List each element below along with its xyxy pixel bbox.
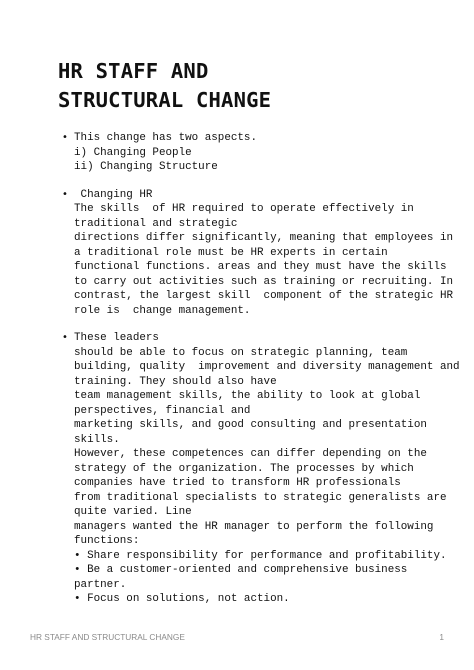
text-line: ii) Changing Structure xyxy=(74,161,218,173)
text-line: building, quality improvement and diversity management and xyxy=(74,361,460,373)
bullet-dot: • xyxy=(62,188,68,200)
text-line: perspectives, financial and xyxy=(74,404,251,417)
text-line: i) Changing People xyxy=(74,146,192,159)
bullet-aspects xyxy=(62,131,462,175)
text-line: directions differ significantly, meaning that employees in xyxy=(74,232,454,244)
document-title xyxy=(58,57,271,115)
bullet-dot: • xyxy=(62,332,68,343)
bullet-leaders xyxy=(62,331,462,607)
text-line: should be able to focus on strategic planning, team xyxy=(74,346,408,359)
text-line: training. They should also have xyxy=(74,375,277,388)
title-line-1: HR STAFF AND xyxy=(58,59,209,83)
text-line: functional functions. areas and they must have the skills xyxy=(74,261,447,273)
text-line: role is change management. xyxy=(74,304,251,317)
page-number: 1 xyxy=(439,632,444,642)
text-line: a traditional role must be HR experts in certain xyxy=(74,246,388,259)
text-line: companies have tried to transform HR professionals xyxy=(74,477,401,489)
text-line: The skills of HR required to operate effectively in xyxy=(74,203,414,215)
text-line: to carry out activities such as training or recruiting. In xyxy=(74,275,454,288)
title-line-2: STRUCTURAL CHANGE xyxy=(58,88,272,112)
text-line: • Be a customer-oriented and comprehensive business xyxy=(74,564,408,576)
footer-title: HR STAFF AND STRUCTURAL CHANGE xyxy=(30,632,185,642)
document-body xyxy=(62,131,462,607)
text-line: managers wanted the HR manager to perform the following xyxy=(74,520,434,533)
text-line: • Focus on solutions, not action. xyxy=(74,593,290,605)
text-line: functions: xyxy=(74,535,140,547)
text-line: strategy of the organization. The processes by which xyxy=(74,462,414,475)
text-line: contrast, the largest skill component of the strategic HR xyxy=(74,290,454,302)
text-line: This change has two aspects. xyxy=(74,132,257,144)
page-footer xyxy=(0,632,474,648)
text-line: team management skills, the ability to look at global xyxy=(74,390,421,402)
text-line: partner. xyxy=(74,578,127,591)
text-line: These leaders xyxy=(74,332,159,344)
text-line: skills. xyxy=(74,433,120,446)
text-line: • Share responsibility for performance and profitability. xyxy=(74,549,447,562)
text-line: from traditional specialists to strategic generalists are xyxy=(74,491,447,504)
text-line: traditional and strategic xyxy=(74,217,238,230)
bullet-dot: • xyxy=(62,132,68,143)
bullet-changing-hr xyxy=(62,188,462,319)
text-line: However, these competences can differ depending on the xyxy=(74,448,427,460)
text-line: quite varied. Line xyxy=(74,506,192,518)
text-line: marketing skills, and good consulting and presentation xyxy=(74,419,427,431)
text-line: Changing HR xyxy=(74,188,153,201)
